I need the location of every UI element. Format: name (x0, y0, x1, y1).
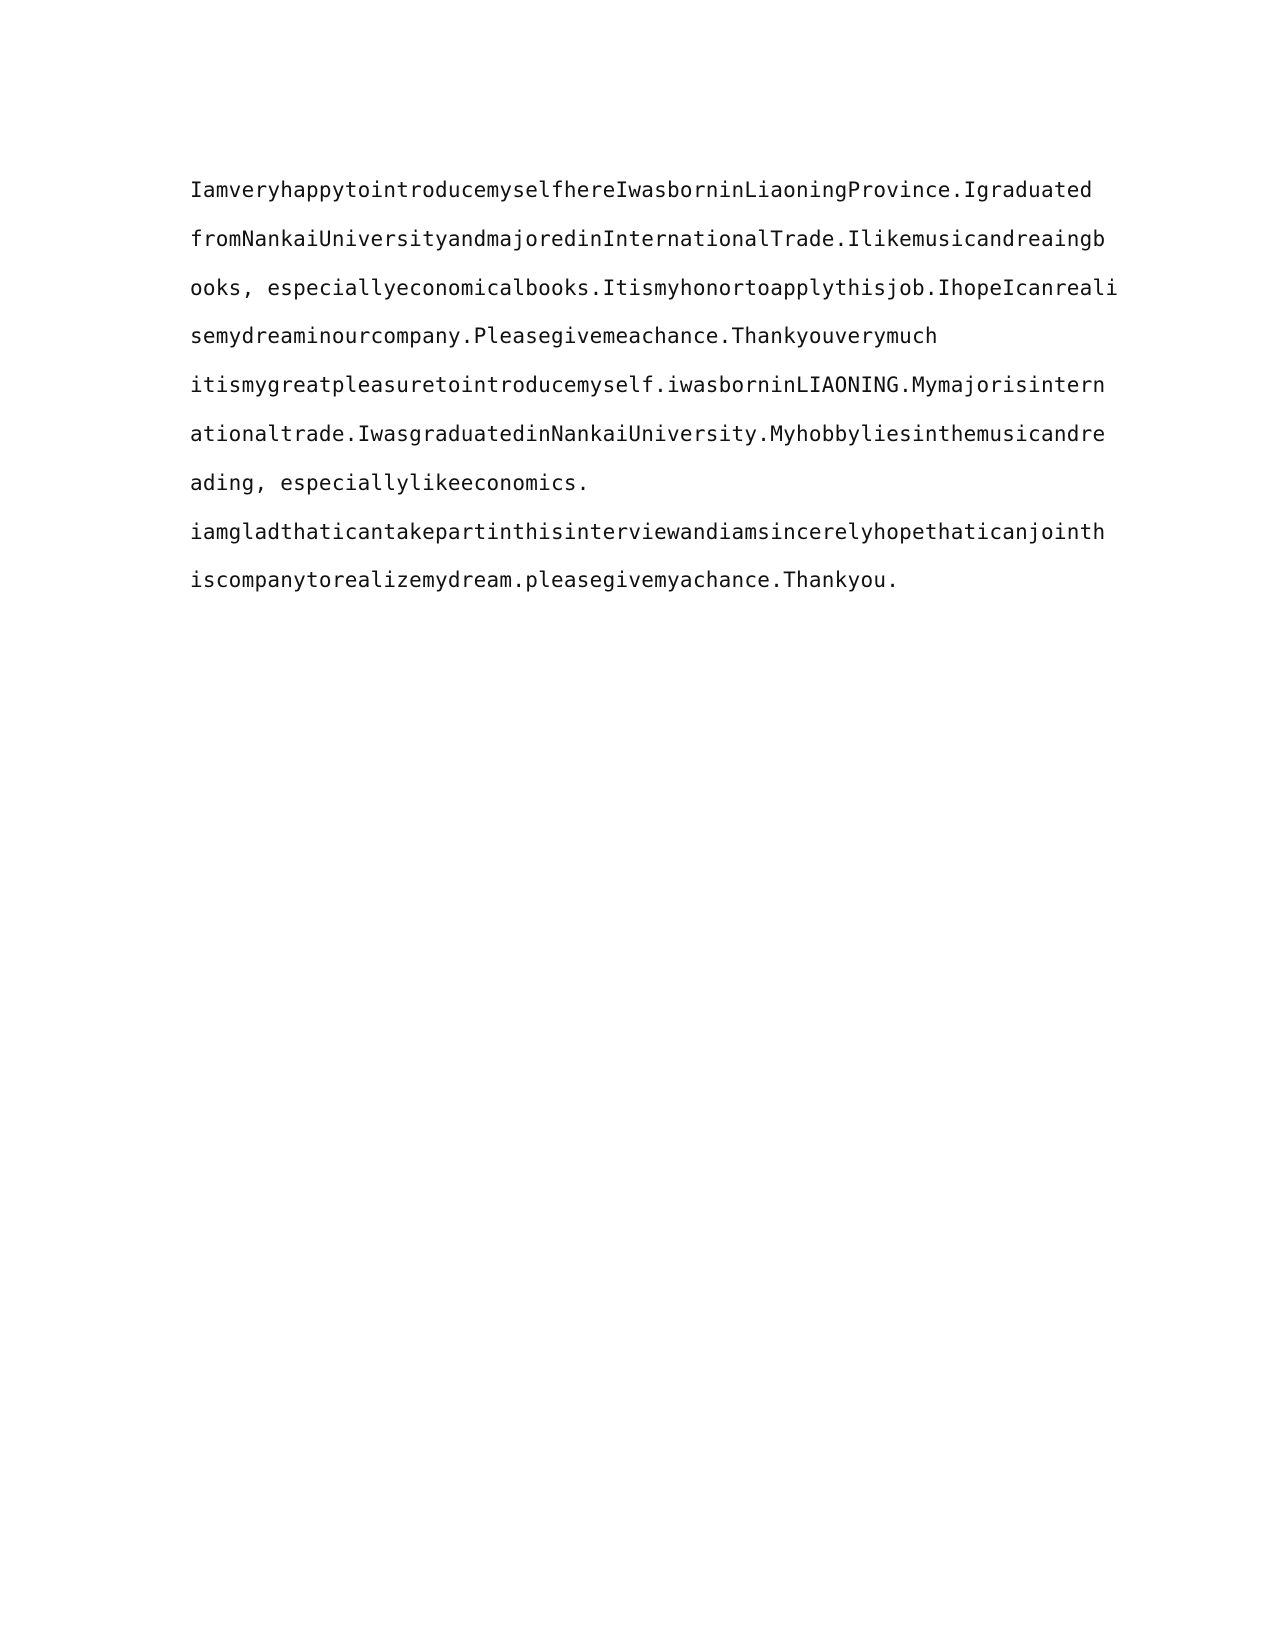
text-line: ading, especiallylikeeconomics. (190, 470, 590, 495)
text-line: ationaltrade.IwasgraduatedinNankaiUniversity.Myhobbyliesinthemusicandre (190, 421, 1106, 446)
body-text (190, 166, 1119, 605)
text-line: IamveryhappytointroducemyselfhereIwasborninLiaoningProvince.Igraduated (190, 178, 1093, 202)
text-line: iamgladthaticantakepartinthisinterviewandiamsincerelyhopethaticanjointh (190, 519, 1106, 544)
text-line: itismygreatpleasuretointroducemyself.iwasborninLIAONING.Mymajorisintern (190, 373, 1106, 398)
text-line: fromNankaiUniversityandmajoredinInternationalTrade.Ilikemusicandreaingb (190, 226, 1106, 251)
text-line: iscompanytorealizemydream.pleasegivemyachance.Thankyou. (190, 568, 900, 593)
text-line: semydreaminourcompany.Pleasegivemeachance.Thankyouverymuch (190, 324, 938, 349)
text-line: ooks, especiallyeconomicalbooks.Itismyhonortoapplythisjob.IhopeIcanreali (190, 275, 1119, 300)
